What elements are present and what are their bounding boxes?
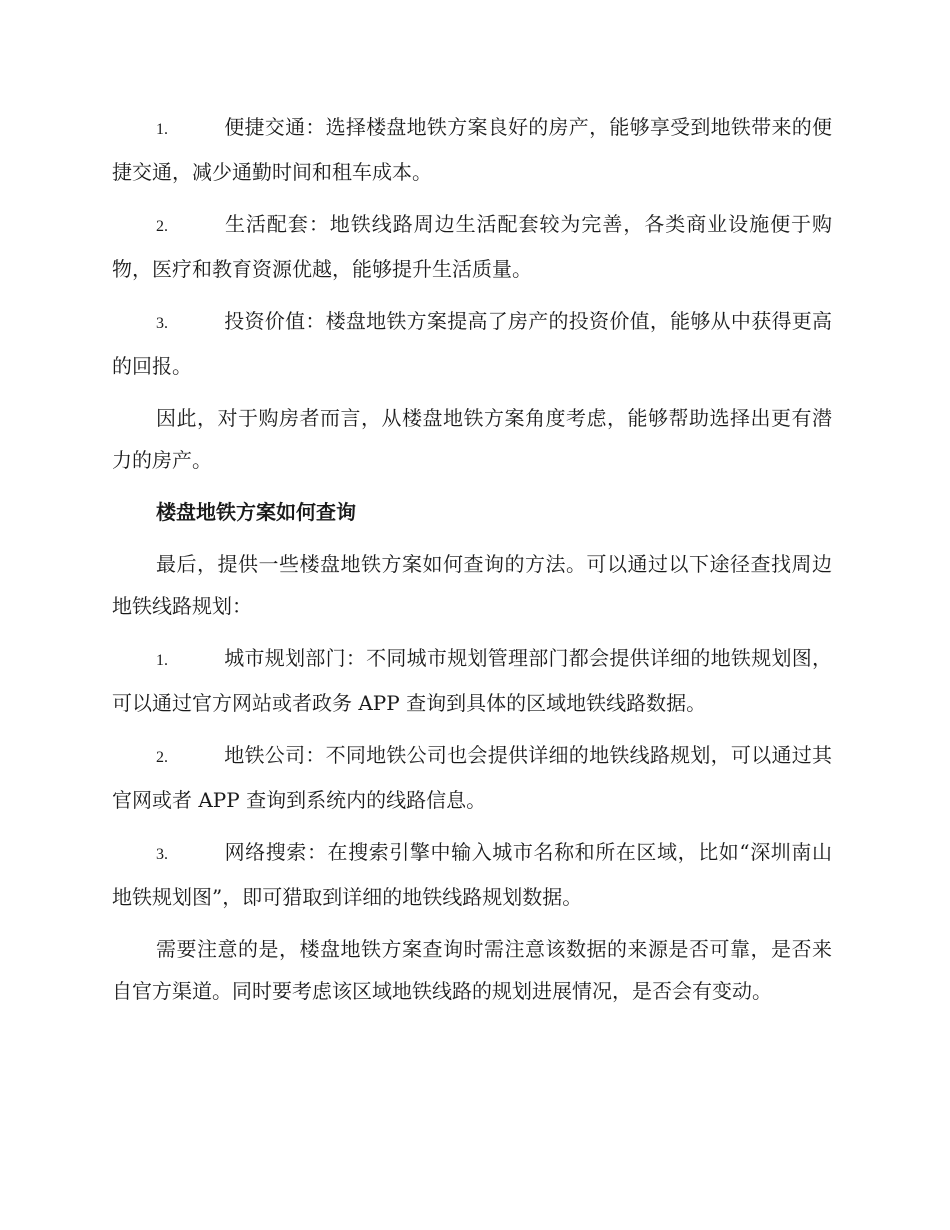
list-item-text: 城市规划部门：不同城市规划管理部门都会提供详细的地铁规划图，可以通过官方网站或者政务 APP 查询到具体的区域地铁线路数据。 [112, 646, 832, 715]
list-item-text: 便捷交通：选择楼盘地铁方案良好的房产，能够享受到地铁带来的便捷交通，减少通勤时间和租车成本。 [112, 115, 832, 184]
list-item [112, 734, 832, 821]
list-item [112, 106, 832, 193]
list-number: 2. [156, 218, 168, 235]
list-number: 3. [156, 315, 168, 332]
intro-paragraph: 最后，提供一些楼盘地铁方案如何查询的方法。可以通过以下途径查找周边地铁线路规划： [112, 552, 832, 618]
list-number: 1. [156, 652, 168, 669]
list-number: 2. [156, 749, 168, 766]
list-item [112, 637, 832, 724]
list-item [112, 831, 832, 918]
section-heading: 楼盘地铁方案如何查询 [156, 500, 356, 524]
document-body [112, 106, 832, 1022]
note-paragraph: 需要注意的是，楼盘地铁方案查询时需注意该数据的来源是否可靠，是否来自官方渠道。同时要考虑该区域地铁线路的规划进展情况，是否会有变动。 [112, 937, 832, 1003]
list-item-text: 地铁公司：不同地铁公司也会提供详细的地铁线路规划，可以通过其官网或者 APP 查询到系统内的线路信息。 [112, 743, 832, 812]
conclusion-paragraph: 因此，对于购房者而言，从楼盘地铁方案角度考虑，能够帮助选择出更有潜力的房产。 [112, 406, 832, 472]
list-item-text: 生活配套：地铁线路周边生活配套较为完善，各类商业设施便于购物，医疗和教育资源优越，能够提升生活质量。 [112, 212, 832, 281]
list-item [112, 300, 832, 387]
list-item [112, 203, 832, 290]
list-item-text: 网络搜索：在搜索引擎中输入城市名称和所在区域，比如“深圳南山地铁规划图”，即可猎取到详细的地铁线路规划数据。 [112, 840, 832, 909]
list-number: 1. [156, 121, 168, 138]
list-item-text: 投资价值：楼盘地铁方案提高了房产的投资价值，能够从中获得更高的回报。 [112, 309, 832, 378]
list-number: 3. [156, 846, 168, 863]
